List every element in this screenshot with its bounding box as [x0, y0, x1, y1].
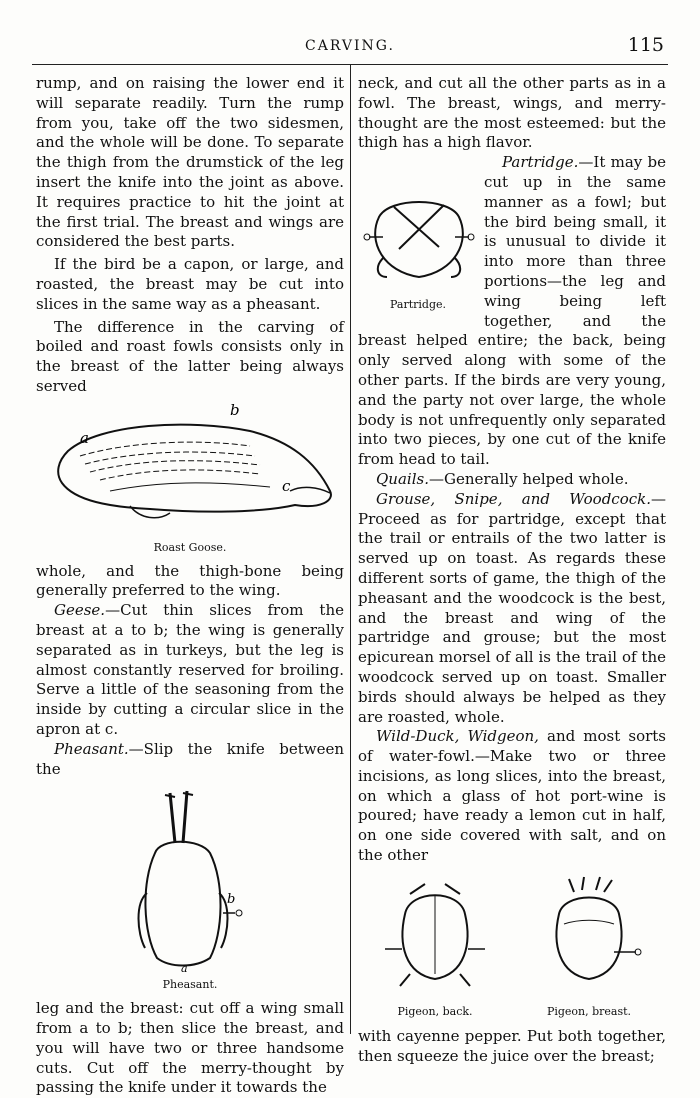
figure-caption: Pheasant. — [162, 978, 218, 992]
figure-caption: Partridge. — [389, 297, 446, 311]
paragraph: whole, and the thigh-bone being generally preferred to the wing. — [36, 561, 344, 600]
goose-label-a: a — [80, 428, 89, 447]
figure-pheasant — [36, 783, 344, 995]
column-divider — [350, 64, 351, 1034]
section-title: Geese. — [54, 601, 106, 620]
figure-caption: Pigeon, back. — [397, 1004, 473, 1018]
paragraph: The difference in the carving of boiled and roast fowls consists only in the breast of the latter being always served — [36, 317, 344, 395]
section-title: Wild-Duck, Widgeon, — [376, 727, 539, 746]
figure-partridge — [358, 177, 478, 315]
paragraph: rump, and on raising the lower end it will separate readily. Turn the rump from you, take off the two sidesmen, and the whole will be done. To separate the thigh from the drumstick of the leg insert the knife into the joint as above. It requires practice to hit the joint at the first trial. The breast and wings are considered the best parts. — [36, 74, 344, 251]
pheasant-label-b: b — [227, 892, 236, 908]
right-column — [358, 74, 666, 1067]
roast-goose-illustration — [40, 401, 340, 536]
left-column — [36, 74, 344, 1098]
partridge-illustration — [359, 177, 477, 287]
paragraph: neck, and cut all the other parts as in a fowl. The breast, wings, and merry-thought are the most esteemed: but the thigh has a high flavor. — [358, 74, 666, 152]
figure-caption: Pigeon, breast. — [546, 1004, 632, 1018]
figure-caption: Roast Goose. — [153, 540, 227, 554]
paragraph: with cayenne pepper. Put both together, then squeeze the juice over the breast; — [358, 1027, 666, 1066]
figure-pigeon-breast — [524, 874, 654, 1022]
goose-label-c: c — [282, 476, 291, 495]
paragraph: Geese.—Cut thin slices from the breast at a to b; the wing is generally separated as in turkeys, but the leg is almost constantly reserved for broiling. Serve a little of the seasoning from the inside by cutting a circular slice in the apron at c. — [36, 601, 344, 738]
paragraph: If the bird be a capon, or large, and roasted, the breast may be cut into slices in the same way as a pheasant. — [36, 255, 344, 313]
figure-roast-goose — [36, 401, 344, 558]
section-title: Partridge. — [502, 153, 579, 172]
goose-label-b: b — [230, 400, 240, 419]
section-title: Pheasant. — [54, 739, 129, 758]
section-title: Quails. — [376, 469, 429, 488]
pigeon-back-illustration — [380, 874, 490, 994]
section-title: Grouse, Snipe, and Woodcock. — [376, 489, 651, 508]
page-number: 115 — [627, 34, 664, 56]
paragraph: Wild-Duck, Widgeon, and most sorts of water-fowl.—Make two or three incisions, as long slices, into the breast, on which a glass of hot port-wine is poured; have ready a lemon cut in half, on one side covered with salt, and on the other — [358, 727, 666, 865]
pheasant-illustration — [115, 783, 265, 973]
pigeon-breast-illustration — [534, 874, 644, 994]
paragraph: leg and the breast: cut off a wing small from a to b; then slice the breast, and you will have two or three handsome cuts. Cut off the merry-thought by passing the knife under it towards the — [36, 999, 344, 1097]
figure-pigeon-back — [370, 874, 500, 1022]
pheasant-label-a: a — [181, 962, 188, 974]
paragraph: Partridge.—It may be cut up in the same manner as a fowl; but the bird being small, it is unusual to divide it into more than three portions—the leg and wing being left together, and the breast helped entire; the back, being only served along with some of the other parts. If the birds are very young, and the party not over large, the whole body is not unfrequently only separated into two pieces, by one cut of the knife from head to tail. — [358, 153, 666, 469]
paragraph: Pheasant.—Slip the knife between the — [36, 739, 344, 778]
page-header — [32, 34, 668, 65]
running-head: CARVING. — [305, 38, 395, 54]
figure-pigeons — [358, 874, 666, 1022]
paragraph: Quails.—Generally helped whole. — [376, 469, 629, 488]
paragraph: Grouse, Snipe, and Woodcock.—Proceed as for partridge, except that the trail or entrails of the two latter is served up on toast. As regards these different sorts of game, the thigh of the pheasant and the woodcock is the best, and the breast and wing of the partridge and grouse; but the most epicurean morsel of all is the trail of the woodcock served up on toast. Smaller birds should always be helped as they are roasted, whole. — [358, 489, 666, 726]
